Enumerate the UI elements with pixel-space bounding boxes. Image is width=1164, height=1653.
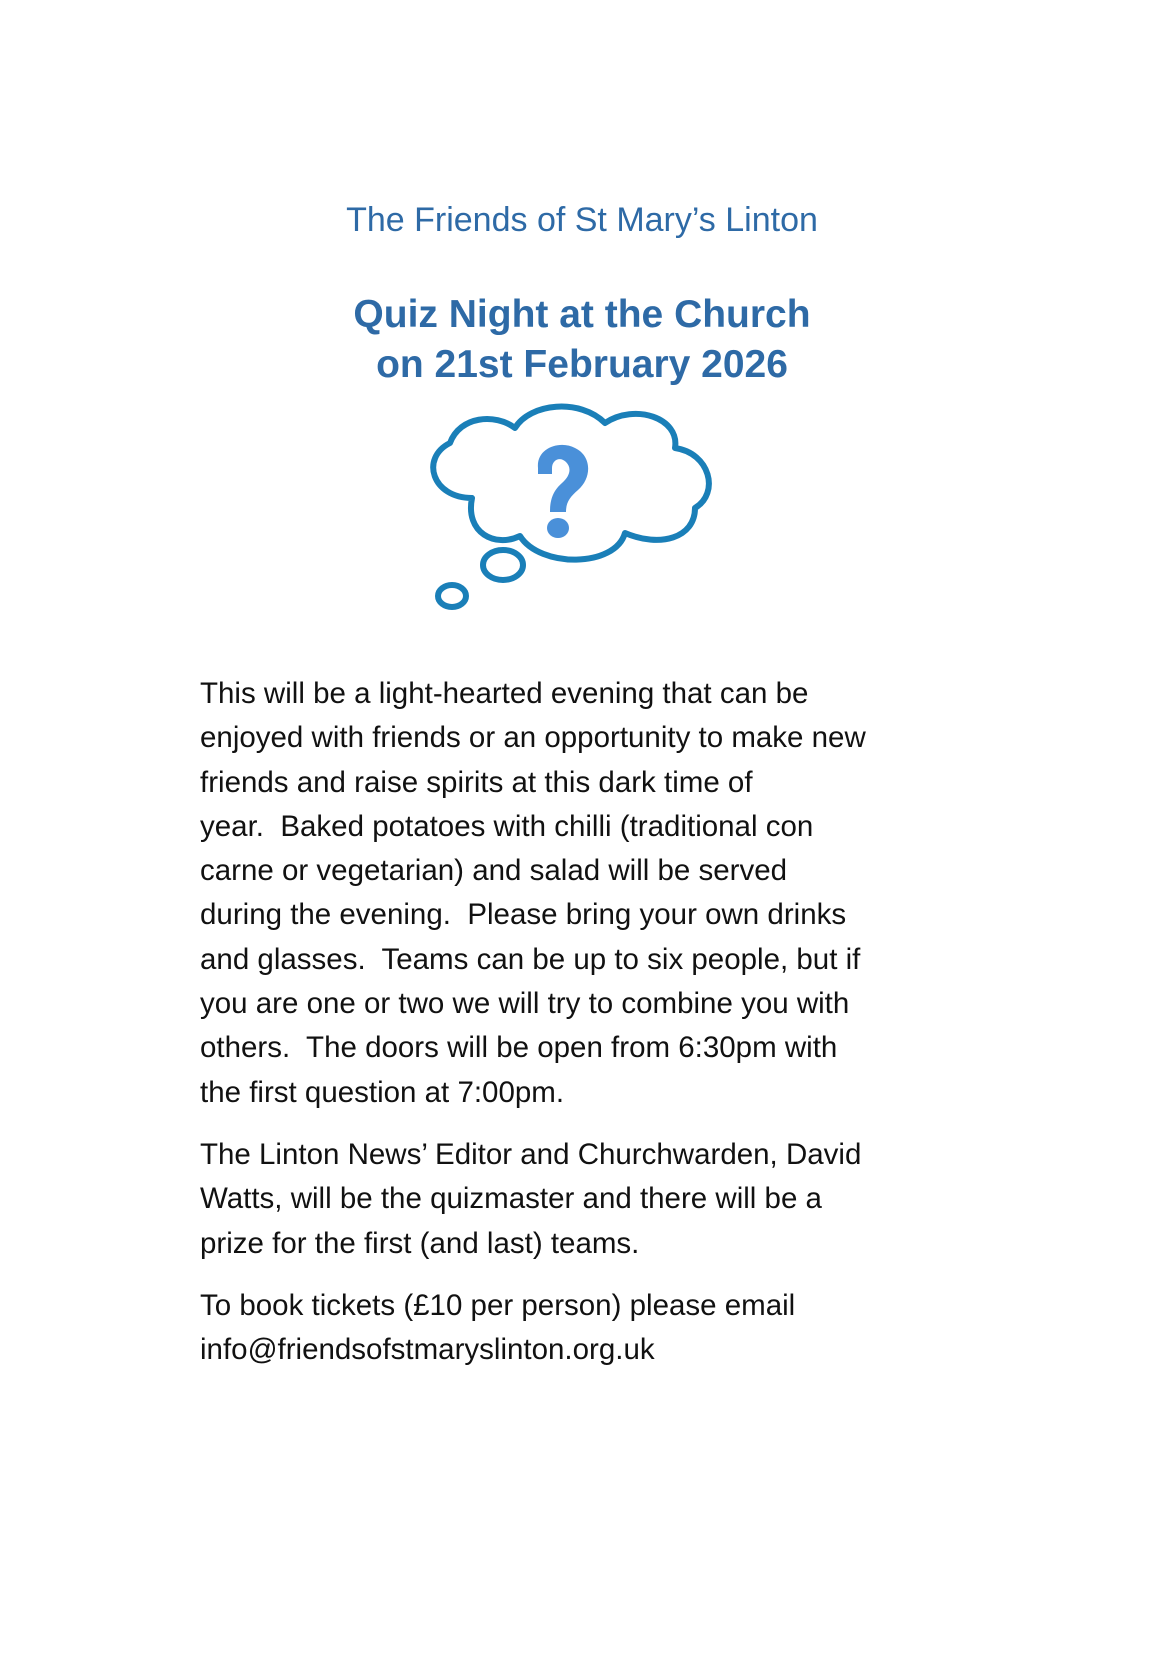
paragraph-line: enjoyed with friends or an opportunity to make new xyxy=(200,721,866,755)
paragraph-line: year. Baked potatoes with chilli (traditional con xyxy=(200,809,814,843)
paragraph-line: you are one or two we will try to combine you with xyxy=(200,987,850,1021)
paragraph-line: friends and raise spirits at this dark time of xyxy=(200,765,753,799)
paragraph-line: This will be a light-hearted evening that can be xyxy=(200,677,809,710)
paragraph-line: the first question at 7:00pm. xyxy=(200,1075,565,1109)
booking-text: To book tickets (£10 per person) please email xyxy=(200,1288,796,1322)
headline-line-1: Quiz Night at the Church xyxy=(353,293,811,336)
event-headline xyxy=(0,290,1164,390)
event-description xyxy=(200,672,980,1390)
paragraph-line: during the evening. Please bring your own drinks xyxy=(200,898,847,932)
description-paragraph-1 xyxy=(200,672,980,1115)
booking-paragraph xyxy=(200,1284,980,1373)
question-mark-icon xyxy=(538,445,588,538)
thought-bubble-small xyxy=(438,585,466,607)
booking-email-link[interactable]: info@friendsofstmaryslinton.org.uk xyxy=(200,1333,655,1367)
headline-line-2: on 21st February 2026 xyxy=(376,343,788,386)
paragraph-line: others. The doors will be open from 6:30pm with xyxy=(200,1031,838,1065)
paragraph-line: Watts, will be the quizmaster and there will be a xyxy=(200,1182,822,1216)
paragraph-line: The Linton News’ Editor and Churchwarden, David xyxy=(200,1137,862,1171)
description-paragraph-2 xyxy=(200,1133,980,1266)
paragraph-line: carne or vegetarian) and salad will be served xyxy=(200,854,788,888)
paragraph-line: and glasses. Teams can be up to six people, but if xyxy=(200,942,861,976)
thought-bubble-medium xyxy=(483,550,523,580)
paragraph-line: prize for the first (and last) teams. xyxy=(200,1226,640,1260)
thought-cloud-question-icon xyxy=(420,398,730,648)
organisation-name: The Friends of St Mary’s Linton xyxy=(346,201,818,239)
